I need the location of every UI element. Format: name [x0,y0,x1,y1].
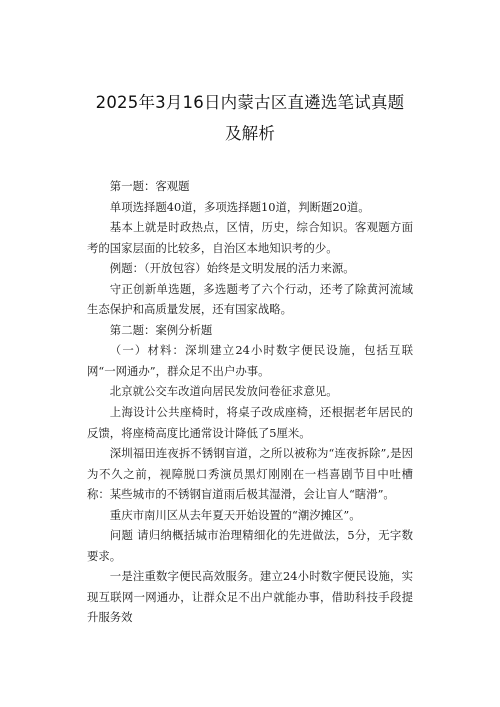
answer-paragraph: 一是注重数字便民高效服务。建立24小时数字便民设施，实现互联网一网通办，让群众足不出户就能办事，借助科技手段提升服务效 [87,569,413,625]
paragraph: 守正创新单选题，多选题考了六个行动，还考了除黄河流域生态保护和高质量发展，还有国家战略。 [87,281,413,317]
paragraph: 深圳福田连夜拆不锈钢盲道，之所以被称为“连夜拆除”,是因为不久之前，视障脱口秀演员黑灯刚刚在一档喜剧节目中吐槽称：某些城市的不锈钢盲道雨后极其湿滑，会让盲人“瞎滑”。 [87,446,413,502]
paragraph: 北京就公交车改道向居民发放问卷征求意见。 [109,384,338,399]
document-body [87,176,413,628]
document-title-line1: 2025年3月16日内蒙古区直遴选笔试真题 [95,93,405,112]
paragraph: 例题：（开放包容）始终是文明发展的活力来源。 [109,261,355,276]
paragraph: 基本上就是时政热点，区情，历史，综合知识。客观题方面考的国家层面的比较多，自治区本地知识考的少。 [87,220,413,255]
question-paragraph: 问题 请归纳概括城市治理精细化的先进做法，5分，无字数要求。 [87,528,413,563]
paragraph: 单项选择题40道，多项选择题10道，判断题20道。 [109,199,370,214]
section-heading-case: 第二题：案例分析题 [109,322,213,337]
section-heading-objective: 第一题：客观题 [109,179,190,193]
document-title-line2: 及解析 [224,124,276,143]
paragraph: 上海设计公共座椅时，将桌子改成座椅，还根据老年居民的反馈，将座椅高度比通常设计降低了5厘米。 [87,405,413,440]
paragraph: 重庆市南川区从去年夏天开始设置的“潮汐摊区”。 [109,507,361,522]
paragraph: （一）材料：深圳建立24小时数字便民设施，包括互联网“一网通办”，群众足不出户办事。 [87,343,413,378]
